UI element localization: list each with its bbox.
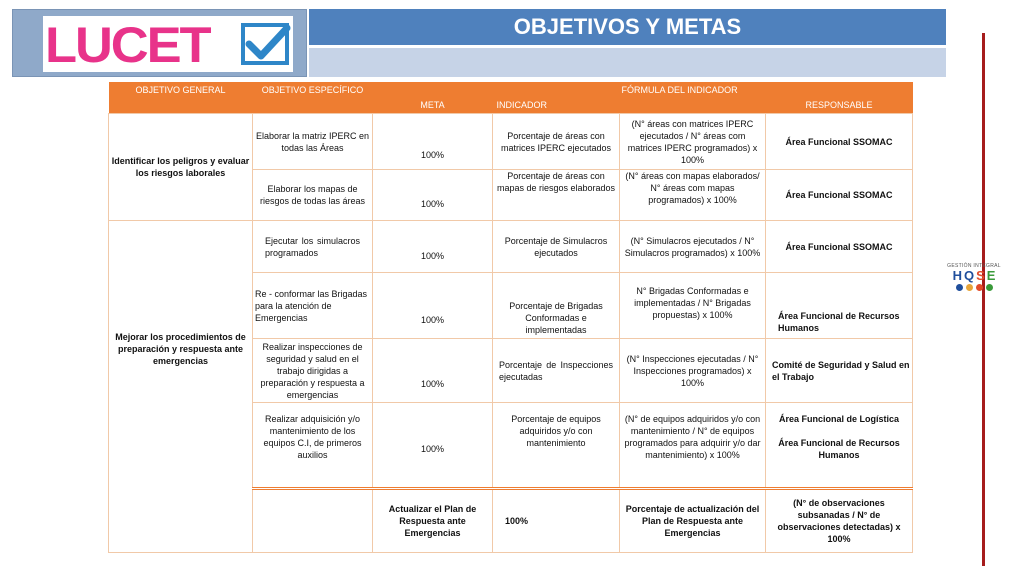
- objetivo-especifico-cell: Actualizar el Plan de Respuesta ante Emergencias: [373, 489, 493, 553]
- formula-cell: (N° Simulacros ejecutados / N° Simulacros programados) x 100%: [620, 221, 766, 273]
- header-indicador: INDICADOR: [493, 96, 620, 114]
- header-meta: META: [373, 96, 493, 114]
- meta-cell: 100%: [373, 114, 493, 170]
- meta-cell: 100%: [373, 221, 493, 273]
- table-row: [109, 114, 913, 170]
- logo-text: LUCET: [45, 17, 210, 73]
- table-row: [109, 221, 913, 273]
- formula-cell: (N° de equipos adquiridos y/o con mantenimiento / N° de equipos programados para adquirir y/o dar mantenimiento) x 100%: [620, 403, 766, 489]
- responsable-secondary: Área Funcional de Recursos Humanos: [778, 438, 900, 460]
- hqse-letter-e: E: [986, 268, 996, 283]
- indicador-cell: Porcentaje de áreas con mapas de riesgos elaborados: [493, 170, 620, 221]
- objetivo-especifico-cell: Elaborar los mapas de riesgos de todas las áreas: [253, 170, 373, 221]
- objetivo-especifico-cell: Realizar inspecciones de seguridad y salud en el trabajo dirigidas a preparación y respuesta a emergencias: [253, 339, 373, 403]
- objetivo-especifico-cell: Ejecutar los simulacros programados: [253, 221, 373, 273]
- objetivo-especifico-cell: Re - conformar las Brigadas para la atención de Emergencias: [253, 273, 373, 339]
- objetivo-especifico-cell: Elaborar la matriz IPERC en todas las Áreas: [253, 114, 373, 170]
- formula-cell: (N° de observaciones subsanadas / N° de observaciones detectadas) x 100%: [766, 489, 913, 553]
- objetivo-especifico-cell: Realizar adquisición y/o mantenimiento de los equipos C.I, de primeros auxilios: [253, 403, 373, 489]
- indicador-cell: Porcentaje de actualización del Plan de Respuesta ante Emergencias: [620, 489, 766, 553]
- formula-cell: N° Brigadas Conformadas e implementadas / N° Brigadas propuestas) x 100%: [620, 273, 766, 339]
- objetivo-general-cell: Identificar los peligros y evaluar los riesgos laborales: [109, 114, 253, 221]
- objetivo-general-cell: Mejorar los procedimientos de preparación y respuesta ante emergencias: [109, 221, 253, 553]
- quality-icon: [956, 284, 963, 291]
- hqse-caption: GESTIÓN INTEGRAL: [947, 263, 1001, 269]
- indicador-cell: Porcentaje de equipos adquiridos y/o con mantenimiento: [493, 403, 620, 489]
- header-responsable: RESPONSABLE: [766, 96, 913, 114]
- indicador-cell: Porcentaje de Brigadas Conformadas e implementadas: [493, 273, 620, 339]
- responsable-primary: Área Funcional de Logística: [778, 414, 900, 424]
- page-title: OBJETIVOS Y METAS: [309, 9, 946, 45]
- header-objetivo-especifico: OBJETIVO ESPECÍFICO: [253, 82, 373, 96]
- responsable-cell: Área Funcional SSOMAC: [766, 221, 913, 273]
- header-objetivo-general: OBJETIVO GENERAL: [109, 82, 253, 96]
- meta-cell: 100%: [373, 339, 493, 403]
- objectives-table: [108, 82, 913, 553]
- meta-cell: 100%: [373, 170, 493, 221]
- health-icon: [976, 284, 983, 291]
- meta-cell: 100%: [493, 489, 620, 553]
- indicador-cell: Porcentaje de áreas con matrices IPERC ejecutados: [493, 114, 620, 170]
- formula-cell: (N° Inspecciones ejecutadas / N° Inspecciones programados) x 100%: [620, 339, 766, 403]
- meta-cell: 100%: [373, 273, 493, 339]
- checkmark-icon: [241, 22, 291, 68]
- indicador-cell: Porcentaje de Simulacros ejecutados: [493, 221, 620, 273]
- meta-cell: 100%: [373, 403, 493, 489]
- subtitle-bar: [309, 48, 946, 77]
- hqse-icons: [946, 284, 1002, 291]
- responsable-cell: Área Funcional de Recursos Humanos: [766, 273, 913, 339]
- responsable-cell: Comité de Seguridad y Salud en el Trabajo: [766, 339, 913, 403]
- responsable-cell: Área Funcional SSOMAC: [766, 170, 913, 221]
- hqse-letter-h: H: [952, 268, 962, 283]
- hqse-letters: [946, 269, 1002, 283]
- hqse-letter-q: Q: [963, 268, 975, 283]
- indicador-cell: Porcentaje de Inspecciones ejecutadas: [493, 339, 620, 403]
- hqse-logo: [946, 263, 1002, 301]
- logo-panel: [12, 9, 307, 77]
- formula-cell: (N° áreas con mapas elaborados/ N° áreas com mapas programados) x 100%: [620, 170, 766, 221]
- environment-icon: [986, 284, 993, 291]
- header-formula: FÓRMULA DEL INDICADOR: [620, 82, 766, 96]
- safety-icon: [966, 284, 973, 291]
- responsable-cell: Área Funcional SSOMAC: [766, 114, 913, 170]
- hqse-letter-s: S: [976, 268, 985, 283]
- logo: [43, 16, 293, 72]
- responsable-cell: [766, 403, 913, 489]
- formula-cell: (N° áreas con matrices IPERC ejecutados / N° áreas com matrices IPERC programados) x 100%: [620, 114, 766, 170]
